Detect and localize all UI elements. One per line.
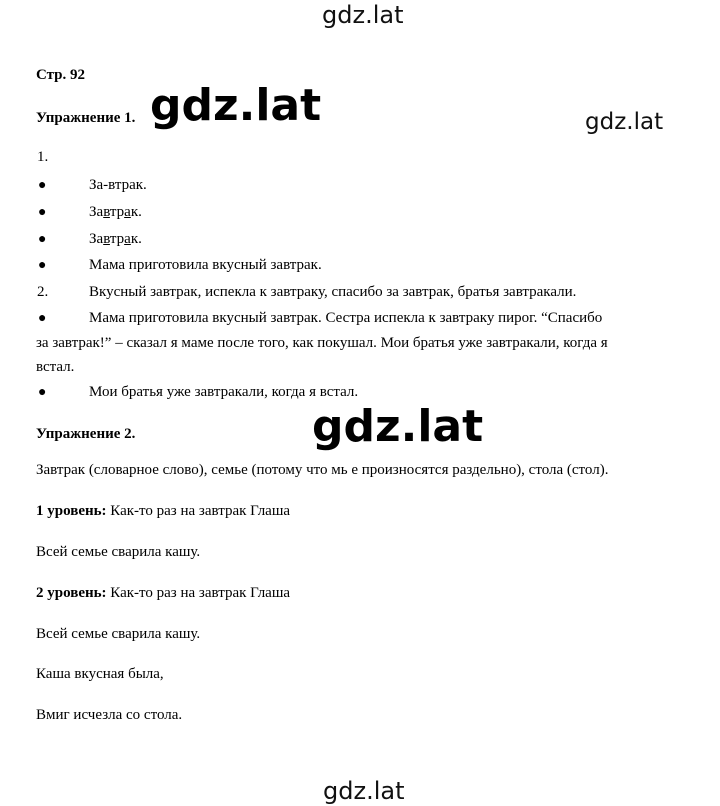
exercise-2-heading: Упражнение 2. (36, 426, 136, 442)
list-item: Мама приготовила вкусный завтрак. (89, 257, 322, 273)
list-item (89, 203, 142, 221)
watermark-bottom: gdz.lat (323, 777, 405, 805)
bullet-icon: ● (38, 205, 47, 220)
poem-line: Всей семье сварила кашу. (36, 626, 201, 642)
watermark-large-center: gdz.lat (312, 401, 484, 452)
level-label: 2 уровень: (36, 585, 107, 601)
paragraph-line (36, 584, 290, 602)
paragraph-line: Завтрак (словарное слово), семье (потому что мь е произносятся раздельно), стола (стол). (36, 462, 609, 478)
paragraph-line: Мама приготовила вкусный завтрак. Сестра испекла к завтраку пирог. “Спасибо (89, 310, 603, 326)
bullet-icon: ● (38, 258, 47, 273)
poem-line: Всей семье сварила кашу. (36, 544, 201, 560)
exercise-1-heading: Упражнение 1. (36, 110, 136, 126)
paragraph-line: за завтрак!” – сказал я маме после того, как покушал. Мои братья уже завтракали, когда я (36, 335, 608, 351)
underlined-letter: в (103, 204, 110, 220)
text-part: к. (130, 204, 142, 220)
poem-line: Как-то раз на завтрак Глаша (106, 585, 291, 601)
list-item: За-втрак. (89, 177, 147, 193)
underlined-letter: в (103, 231, 110, 247)
list-item (89, 230, 142, 248)
text-part: тр (109, 204, 125, 220)
text-part: За (89, 231, 104, 247)
paragraph-line (36, 502, 290, 520)
poem-line: Вмиг исчезла со стола. (36, 707, 183, 723)
bullet-icon: ● (38, 178, 47, 193)
poem-line: Каша вкусная была, (36, 666, 164, 682)
list-item: Мои братья уже завтракали, когда я встал. (89, 384, 359, 400)
poem-line: Как-то раз на завтрак Глаша (106, 503, 291, 519)
text-part: За (89, 204, 104, 220)
list-item: Вкусный завтрак, испекла к завтраку, спасибо за завтрак, братья завтракали. (89, 284, 577, 300)
list-number-2: 2. (37, 284, 49, 300)
text-part: к. (130, 231, 142, 247)
watermark-top: gdz.lat (322, 1, 404, 29)
paragraph-line: встал. (36, 359, 75, 375)
watermark-right: gdz.lat (585, 109, 664, 135)
level-label: 1 уровень: (36, 503, 107, 519)
bullet-icon: ● (38, 232, 47, 247)
page-label: Стр. 92 (36, 67, 86, 83)
list-number-1: 1. (37, 149, 49, 165)
text-part: тр (109, 231, 125, 247)
bullet-icon: ● (38, 311, 47, 326)
bullet-icon: ● (38, 385, 47, 400)
watermark-large: gdz.lat (150, 80, 322, 131)
underlined-letter: а (124, 231, 131, 247)
underlined-letter: а (124, 204, 131, 220)
